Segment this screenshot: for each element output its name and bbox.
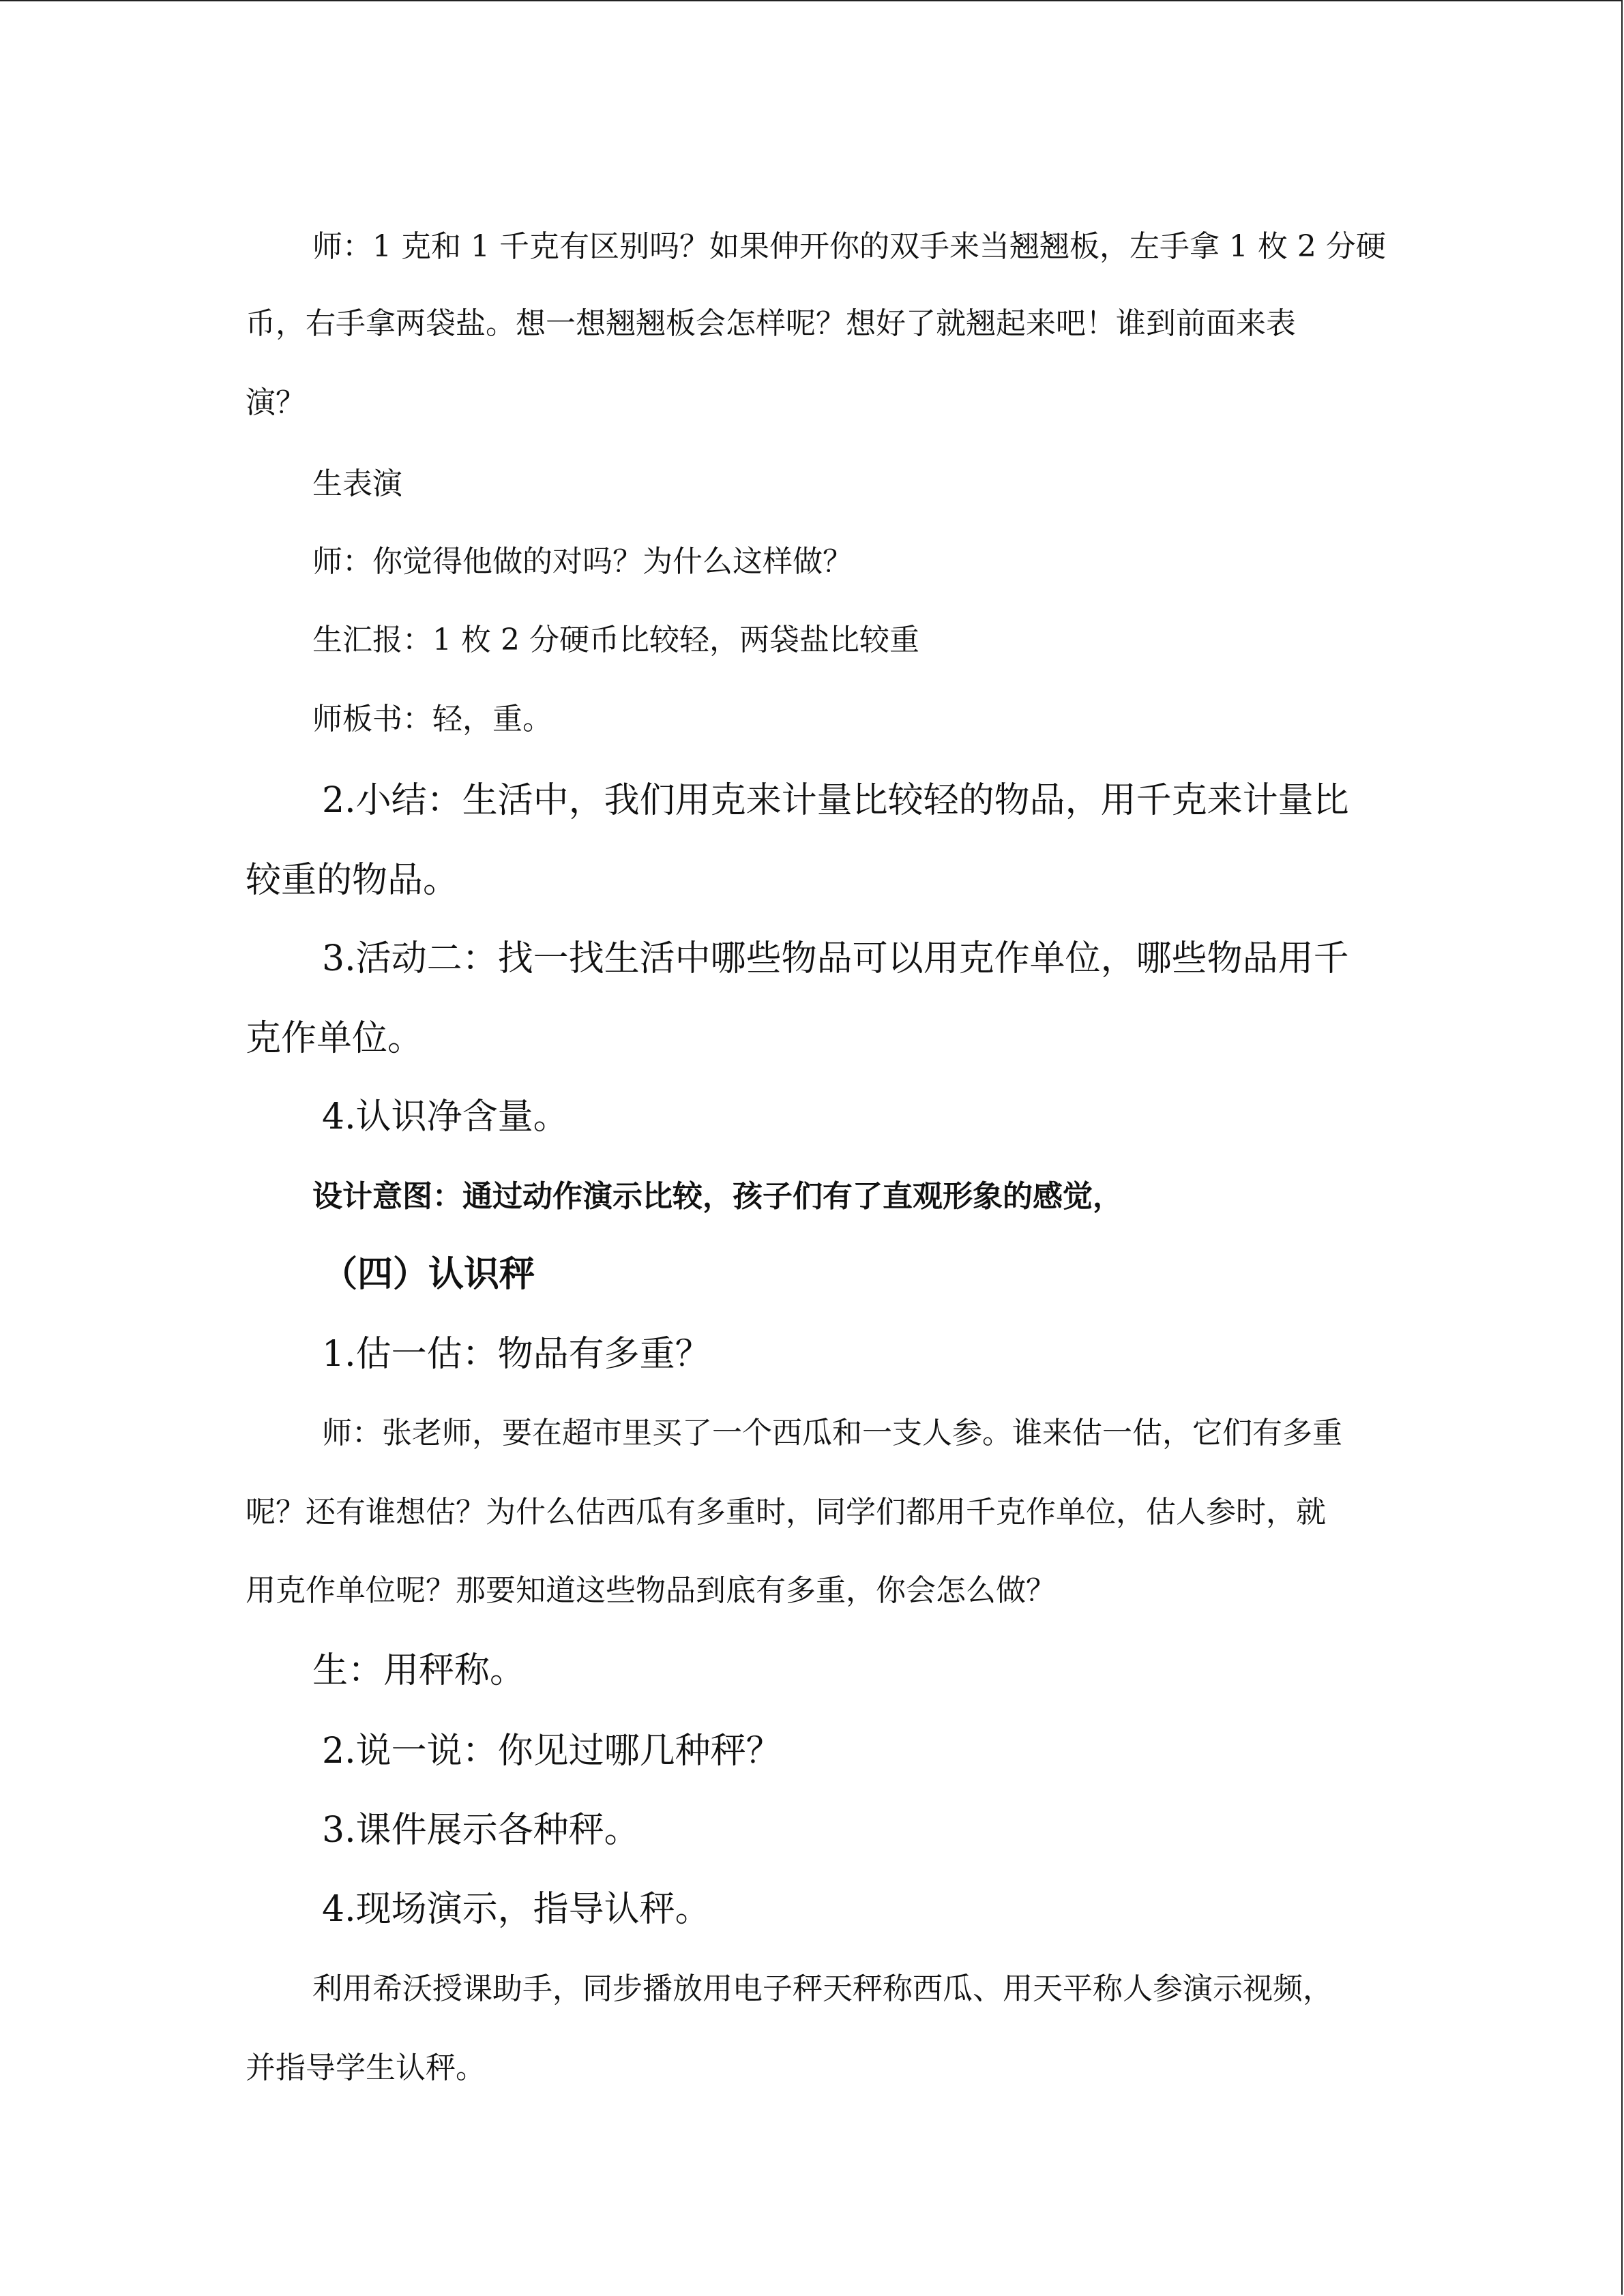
paragraph-line: 较重的物品。 (246, 860, 459, 901)
paragraph-line: 师：你觉得他做的对吗？为什么这样做？ (312, 544, 853, 579)
paragraph-line: 4.现场演示，指导认秤。 (322, 1889, 711, 1930)
design-intent-note: 设计意图：通过动作演示比较，孩子们有了直观形象的感觉， (312, 1179, 1123, 1214)
paragraph-line: 克作单位。 (246, 1018, 424, 1059)
paragraph-line: 3.活动二：找一找生活中哪些物品可以用克作单位，哪些物品用千 (322, 938, 1349, 979)
paragraph-line: 4.认识净含量。 (322, 1097, 569, 1137)
paragraph-line: 并指导学生认秤。 (246, 2051, 486, 2085)
paragraph-line: 生表演 (312, 466, 402, 501)
paragraph-line: 2.说一说：你见过哪几种秤？ (322, 1731, 782, 1772)
paragraph-line: 用克作单位呢？那要知道这些物品到底有多重，你会怎么做？ (246, 1573, 1056, 1608)
paragraph-line: 演？ (246, 385, 306, 420)
paragraph-line: 呢？还有谁想估？为什么估西瓜有多重时，同学们都用千克作单位，估人参时，就 (246, 1495, 1326, 1530)
paragraph-line: 师板书：轻，重。 (312, 702, 552, 736)
paragraph-line: 2.小结：生活中，我们用克来计量比较轻的物品，用千克来计量比 (322, 780, 1349, 821)
paragraph-line: 利用希沃授课助手，同步播放用电子秤天秤称西瓜、用天平称人参演示视频， (312, 1971, 1333, 2006)
paragraph-line: 生汇报：1 枚 2 分硬币比较轻，两袋盐比较重 (312, 623, 919, 657)
paragraph-line: 师：张老师，要在超市里买了一个西瓜和一支人参。谁来估一估，它们有多重 (322, 1416, 1342, 1450)
paragraph-line: 1.估一估：物品有多重？ (322, 1334, 711, 1375)
paragraph-line: 币，右手拿两袋盐。想一想翘翘板会怎样呢？想好了就翘起来吧！谁到前面来表 (246, 306, 1296, 341)
paragraph-line: 师：1 克和 1 千克有区别吗？如果伸开你的双手来当翘翘板，左手拿 1 枚 2 分硬 (312, 229, 1386, 264)
paragraph-line: 生：用秤称。 (312, 1650, 526, 1691)
paragraph-line: 3.课件展示各种秤。 (322, 1810, 640, 1851)
section-heading: （四）认识秤 (322, 1253, 535, 1295)
